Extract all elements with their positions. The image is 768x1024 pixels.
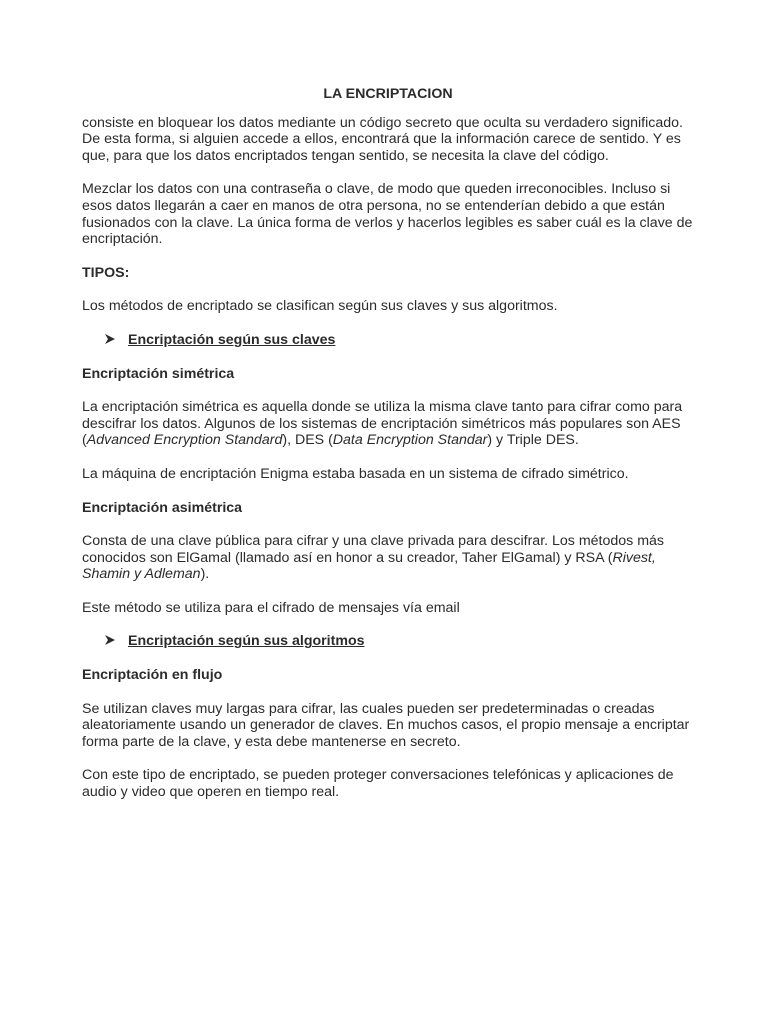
paragraph-enigma: La máquina de encriptación Enigma estaba basada en un sistema de cifrado simétrico. bbox=[82, 465, 629, 482]
rsa-full-name: Rivest, Shamin y Adleman bbox=[82, 549, 656, 583]
document-page bbox=[82, 86, 694, 818]
text-span: La encriptación simétrica es aquella donde se utiliza la misma clave tanto para cifrar como para descifrar los datos. Algunos de los sistemas de encriptación simétricos más populares son AES ( bbox=[82, 399, 683, 449]
paragraph-email: Este método se utiliza para el cifrado de mensajes vía email bbox=[82, 599, 460, 616]
bullet-algorithms-label: Encriptación según sus algoritmos bbox=[128, 633, 365, 650]
des-full-name: Data Encryption Standar bbox=[332, 432, 488, 449]
text-span: ). bbox=[200, 566, 210, 583]
arrowhead-bullet-icon bbox=[104, 633, 128, 650]
text-span: ), DES ( bbox=[282, 432, 333, 449]
text-span: Consta de una clave pública para cifrar y una clave privada para descifrar. Los métodos más conocidos son ElGamal (llamado así en honor a su creador, Taher ElGamal) y RSA ( bbox=[82, 533, 664, 566]
paragraph-asymmetric bbox=[82, 533, 694, 583]
heading-tipos: TIPOS: bbox=[82, 264, 130, 281]
paragraph-classification: Los métodos de encriptado se clasifican según sus claves y sus algoritmos. bbox=[82, 298, 558, 315]
document-title: LA ENCRIPTACION bbox=[323, 86, 453, 102]
paragraph-realtime: Con este tipo de encriptado, se pueden proteger conversaciones telefónicas y aplicaciones de audio y video que operen en tiempo real. bbox=[82, 767, 674, 801]
heading-asymmetric: Encriptación asimétrica bbox=[82, 499, 243, 516]
bullet-algorithms bbox=[104, 633, 694, 650]
text-span: ) y Triple DES. bbox=[487, 432, 579, 449]
arrowhead-bullet-icon bbox=[104, 332, 128, 349]
bullet-keys bbox=[104, 332, 694, 349]
paragraph-symmetric bbox=[82, 399, 694, 449]
heading-stream: Encriptación en flujo bbox=[82, 667, 223, 684]
bullet-keys-label: Encriptación según sus claves bbox=[128, 331, 336, 348]
heading-symmetric: Encriptación simétrica bbox=[82, 365, 235, 382]
aes-full-name: Advanced Encryption Standard bbox=[86, 432, 283, 449]
paragraph-mixing: Mezclar los datos con una contraseña o clave, de modo que queden irreconocibles. Incluso si esos datos llegarán a caer en manos de otra persona, no se entenderían debido a que están fusionados con la clave. La única forma de verlos y hacerlos legibles es saber cuál es la clave de encriptación. bbox=[82, 181, 693, 248]
paragraph-stream: Se utilizan claves muy largas para cifrar, las cuales pueden ser predeterminadas o creadas aleatoriamente usando un generador de claves. En muchos casos, el propio mensaje a encriptar forma parte de la clave, y esta debe mantenerse en secreto. bbox=[82, 700, 690, 750]
paragraph-definition: consiste en bloquear los datos mediante un código secreto que oculta su verdadero significado. De esta forma, si alguien accede a ellos, encontrará que la información carece de sentido. Y es que, para que los datos encriptados tengan sentido, se necesita la clave del código. bbox=[82, 114, 683, 164]
